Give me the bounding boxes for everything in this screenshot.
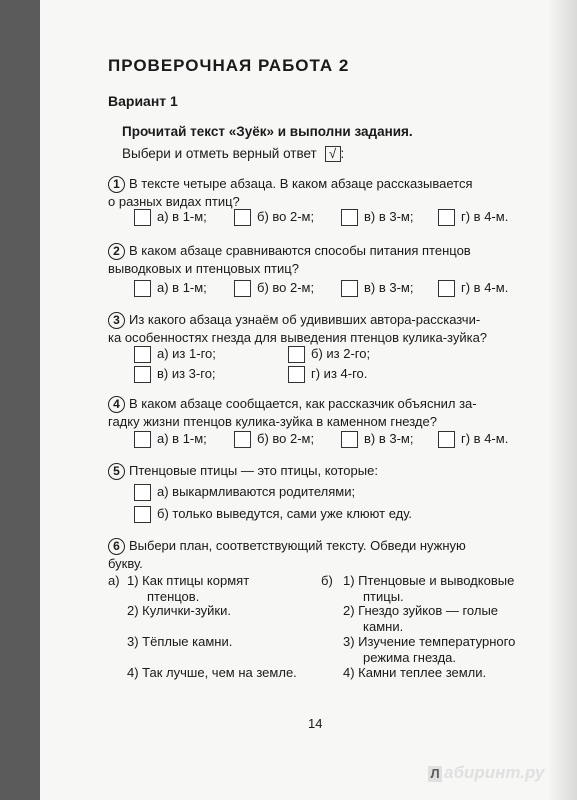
- watermark-logo: [428, 763, 544, 783]
- option-label: в) в 3-м;: [364, 431, 414, 446]
- answer-checkbox[interactable]: [438, 209, 455, 226]
- plan-item-line1: 3) Изучение температурного: [343, 634, 516, 649]
- question-text-line2: выводковых и птенцовых птиц?: [108, 261, 299, 276]
- option-b[interactable]: [288, 346, 370, 363]
- question-text-line1: Птенцовые птицы — это птицы, которые:: [129, 463, 378, 478]
- option-b[interactable]: [234, 280, 314, 297]
- option-d[interactable]: [288, 366, 367, 383]
- option-label: б) только выведутся, сами уже клюют еду.: [157, 506, 413, 521]
- option-label: а) выкармливаются родителями;: [157, 484, 356, 499]
- answer-checkbox[interactable]: [341, 431, 358, 448]
- plan-b-letter[interactable]: б): [321, 573, 333, 588]
- option-label: б) из 2-го;: [311, 346, 371, 361]
- question-text-line2: о разных видах птиц?: [108, 194, 240, 209]
- option-c[interactable]: [341, 280, 413, 297]
- question-text-line1: Из какого абзаца узнаём об удививших автора-рассказчи-: [129, 312, 481, 327]
- option-label: б) во 2-м;: [257, 280, 315, 295]
- option-label: в) в 3-м;: [364, 280, 414, 295]
- plan-b-item-3: [343, 634, 515, 666]
- question-number: 2: [108, 243, 125, 260]
- question-text-line1: В каком абзаце сообщается, как рассказчик объяснил за-: [129, 396, 477, 411]
- answer-checkbox[interactable]: [234, 431, 251, 448]
- option-label: а) в 1-м;: [157, 209, 207, 224]
- answer-checkbox[interactable]: [341, 280, 358, 297]
- plan-item-line2: птенцов.: [147, 589, 200, 604]
- option-a[interactable]: [134, 346, 216, 363]
- option-label: в) в 3-м;: [364, 209, 414, 224]
- answer-checkbox[interactable]: [438, 280, 455, 297]
- page-title: ПРОВЕРОЧНАЯ РАБОТА 2: [108, 56, 350, 75]
- answer-checkbox[interactable]: [134, 484, 151, 501]
- question-number: 4: [108, 396, 125, 413]
- question-number: 3: [108, 312, 125, 329]
- plan-b-item-2: [343, 603, 498, 635]
- question-text-line1: В тексте четыре абзаца. В каком абзаце рассказывается: [129, 176, 473, 191]
- option-label: а) из 1-го;: [157, 346, 216, 361]
- plan-item-line2: режима гнезда.: [363, 650, 457, 665]
- option-a[interactable]: [134, 484, 355, 501]
- question-6: [108, 537, 466, 573]
- answer-checkbox[interactable]: [134, 366, 151, 383]
- answer-checkbox[interactable]: [134, 209, 151, 226]
- plan-b-item-4: 4) Камни теплее земли.: [343, 665, 487, 680]
- question-number: 6: [108, 538, 125, 555]
- watermark-text: абиринт.ру: [444, 763, 545, 782]
- choose-label: Выбери и отметь верный ответ: [122, 146, 317, 161]
- option-label: г) в 4-м.: [461, 431, 509, 446]
- instruction-text: Прочитай текст «Зуёк» и выполни задания.: [122, 124, 413, 139]
- question-1: [108, 175, 473, 211]
- variant-heading: Вариант 1: [108, 93, 178, 109]
- answer-checkbox[interactable]: [438, 431, 455, 448]
- labirint-logo-icon: Л: [428, 766, 442, 782]
- option-a[interactable]: [134, 280, 207, 297]
- option-a[interactable]: [134, 209, 207, 226]
- choose-suffix: :: [340, 146, 345, 161]
- plan-item-line2: камни.: [363, 619, 404, 634]
- question-text-line2: букву.: [108, 556, 143, 571]
- plan-item-line1: 1) Как птицы кормят: [127, 573, 250, 588]
- option-d[interactable]: [438, 280, 508, 297]
- plan-b-item-1: [343, 573, 514, 605]
- answer-checkbox[interactable]: [341, 209, 358, 226]
- question-text-line1: В каком абзаце сравниваются способы питания птенцов: [129, 243, 471, 258]
- question-5: [108, 462, 378, 480]
- answer-checkbox[interactable]: [134, 431, 151, 448]
- plan-a-item-3: 3) Тёплые камни.: [127, 634, 233, 649]
- question-number: 1: [108, 176, 125, 193]
- plan-item-line2: птицы.: [363, 589, 404, 604]
- plan-a-item-4: 4) Так лучше, чем на земле.: [127, 665, 297, 680]
- page-edge-shadow: [547, 0, 577, 800]
- plan-a-item-1: [127, 573, 249, 605]
- option-d[interactable]: [438, 209, 508, 226]
- option-label: г) из 4-го.: [311, 366, 368, 381]
- option-label: а) в 1-м;: [157, 280, 207, 295]
- option-label: г) в 4-м.: [461, 280, 509, 295]
- option-label: в) из 3-го;: [157, 366, 216, 381]
- question-2: [108, 242, 471, 278]
- plan-item-line1: 2) Гнездо зуйков — голые: [343, 603, 499, 618]
- question-text-line2: гадку жизни птенцов кулика-зуйка в каменном гнезде?: [108, 414, 437, 429]
- option-c[interactable]: [134, 366, 216, 383]
- answer-checkbox[interactable]: [288, 346, 305, 363]
- plan-a-item-2: 2) Кулички-зуйки.: [127, 603, 231, 618]
- answer-checkbox[interactable]: [288, 366, 305, 383]
- page-number: 14: [308, 716, 323, 731]
- question-number: 5: [108, 463, 125, 480]
- option-a[interactable]: [134, 431, 207, 448]
- plan-item-line1: 1) Птенцовые и выводковые: [343, 573, 515, 588]
- answer-checkbox[interactable]: [234, 209, 251, 226]
- answer-checkbox[interactable]: [134, 506, 151, 523]
- choose-instruction: [122, 146, 344, 162]
- option-c[interactable]: [341, 209, 413, 226]
- option-label: а) в 1-м;: [157, 431, 207, 446]
- plan-a-letter[interactable]: а): [108, 573, 120, 588]
- answer-checkbox[interactable]: [134, 346, 151, 363]
- question-4: [108, 395, 477, 431]
- question-3: [108, 311, 487, 347]
- option-label: б) во 2-м;: [257, 431, 315, 446]
- option-c[interactable]: [341, 431, 413, 448]
- option-b[interactable]: [234, 431, 314, 448]
- answer-checkbox[interactable]: [134, 280, 151, 297]
- option-b[interactable]: [234, 209, 314, 226]
- question-text-line2: ка особенностях гнезда для выведения птенцов кулика-зуйка?: [108, 330, 488, 345]
- option-d[interactable]: [438, 431, 508, 448]
- option-label: г) в 4-м.: [461, 209, 509, 224]
- option-label: б) во 2-м;: [257, 209, 315, 224]
- tick-example-box: √: [325, 146, 341, 162]
- answer-checkbox[interactable]: [234, 280, 251, 297]
- option-b[interactable]: [134, 506, 412, 523]
- question-text-line1: Выбери план, соответствующий тексту. Обведи нужную: [129, 538, 466, 553]
